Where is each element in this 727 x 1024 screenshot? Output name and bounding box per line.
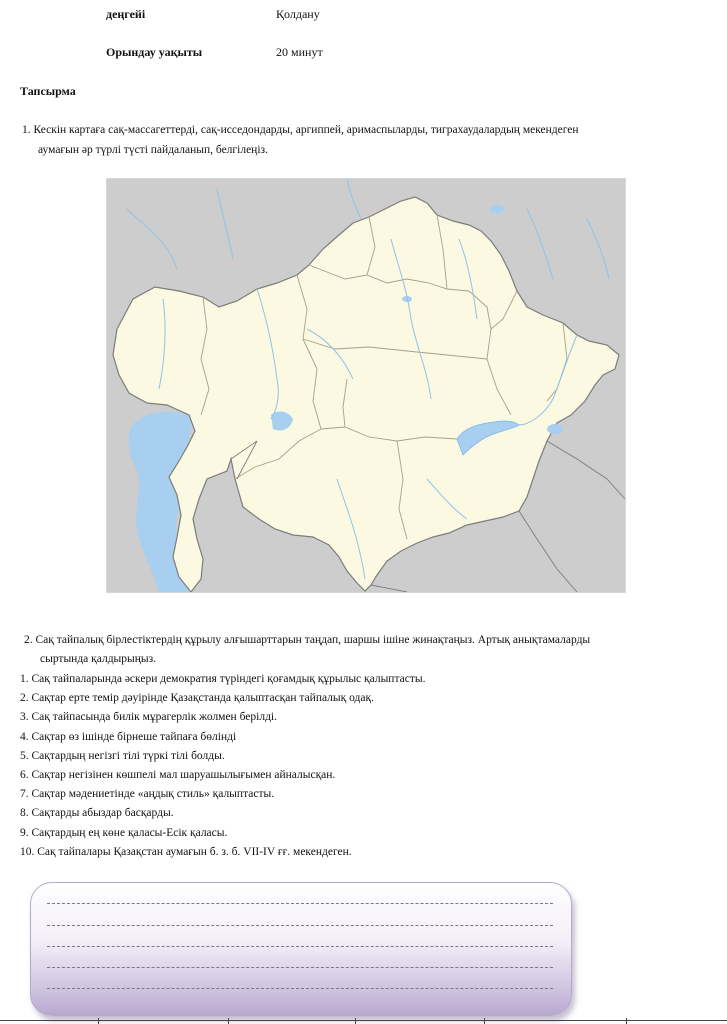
task-1-text: [22, 120, 710, 160]
statement-item: 3. Сақ тайпасында билік мұрагерлік жолмен берілді.: [20, 711, 277, 724]
task-1-line-2: аумағын әр түрлі түсті пайдаланып, белгілеңіз.: [38, 144, 268, 156]
task-1-line-1: 1. Кескін картаға сақ-массагеттерді, сақ-исседондарды, аргиппей, аримаспыларды, тиграхаудалардың мекендеген: [22, 124, 579, 136]
statement-item: 1. Сақ тайпаларында әскери демократия түріндегі қоғамдық құрылыс қалыптасты.: [20, 673, 426, 685]
statements-list: [20, 670, 425, 862]
answer-line[interactable]: [47, 967, 553, 968]
table-cell-divider: [355, 1018, 356, 1024]
meta-value-level: Қолдану: [276, 7, 320, 21]
task-heading: Тапсырма: [20, 84, 76, 98]
answer-line[interactable]: [47, 903, 553, 904]
statement-item: 9. Сақтардың ең көне қаласы-Есік қаласы.: [20, 826, 228, 839]
statement-item: 8. Сақтарды абыздар басқарды.: [20, 807, 174, 820]
table-cell-divider: [228, 1018, 229, 1024]
contour-map[interactable]: [106, 178, 626, 593]
task-2-line-2: сыртында қалдырыңыз.: [40, 653, 157, 665]
statement-item: 4. Сақтар өз ішінде бірнеше тайпаға бөлінді: [20, 730, 237, 743]
answer-line[interactable]: [47, 988, 553, 989]
answer-line[interactable]: [47, 925, 553, 926]
meta-label-level: деңгейі: [106, 7, 146, 21]
task-2-text: [24, 631, 712, 669]
meta-label-time: Орындау уақыты: [106, 45, 203, 59]
small-lake-north: [490, 205, 504, 213]
meta-value-time: 20 минут: [276, 45, 323, 59]
answer-box[interactable]: [30, 882, 572, 1016]
bottom-table-border: [0, 1020, 727, 1021]
lake-alakol: [547, 424, 563, 434]
statement-item: 5. Сақтардың негізгі тілі түркі тілі болды.: [20, 749, 225, 762]
table-cell-divider: [626, 1018, 627, 1024]
table-cell-divider: [484, 1018, 485, 1024]
statement-item: 7. Сақтар мәдениетінде «аңдық стиль» қалыптасты.: [20, 788, 275, 801]
table-cell-divider: [98, 1018, 99, 1024]
statement-item: 10. Сақ тайпалары Қазақстан аумағын б. з. б. VII-IV ғғ. мекендеген.: [20, 845, 352, 858]
kazakhstan-blank-map: [107, 179, 625, 592]
statement-item: 2. Сақтар ерте темір дәуірінде Қазақстанда қалыптасқан тайпалық одақ.: [20, 692, 374, 705]
cut-off-top-text: [0, 0, 727, 2]
answer-line[interactable]: [47, 946, 553, 947]
statement-item: 6. Сақтар негізінен көшпелі мал шаруашылығымен айналысқан.: [20, 768, 336, 781]
task-2-line-1: 2. Сақ тайпалық бірлестіктердің құрылу алғышарттарын таңдап, шаршы ішіне жинақтаңыз. Артық анықтамаларды: [24, 634, 591, 646]
